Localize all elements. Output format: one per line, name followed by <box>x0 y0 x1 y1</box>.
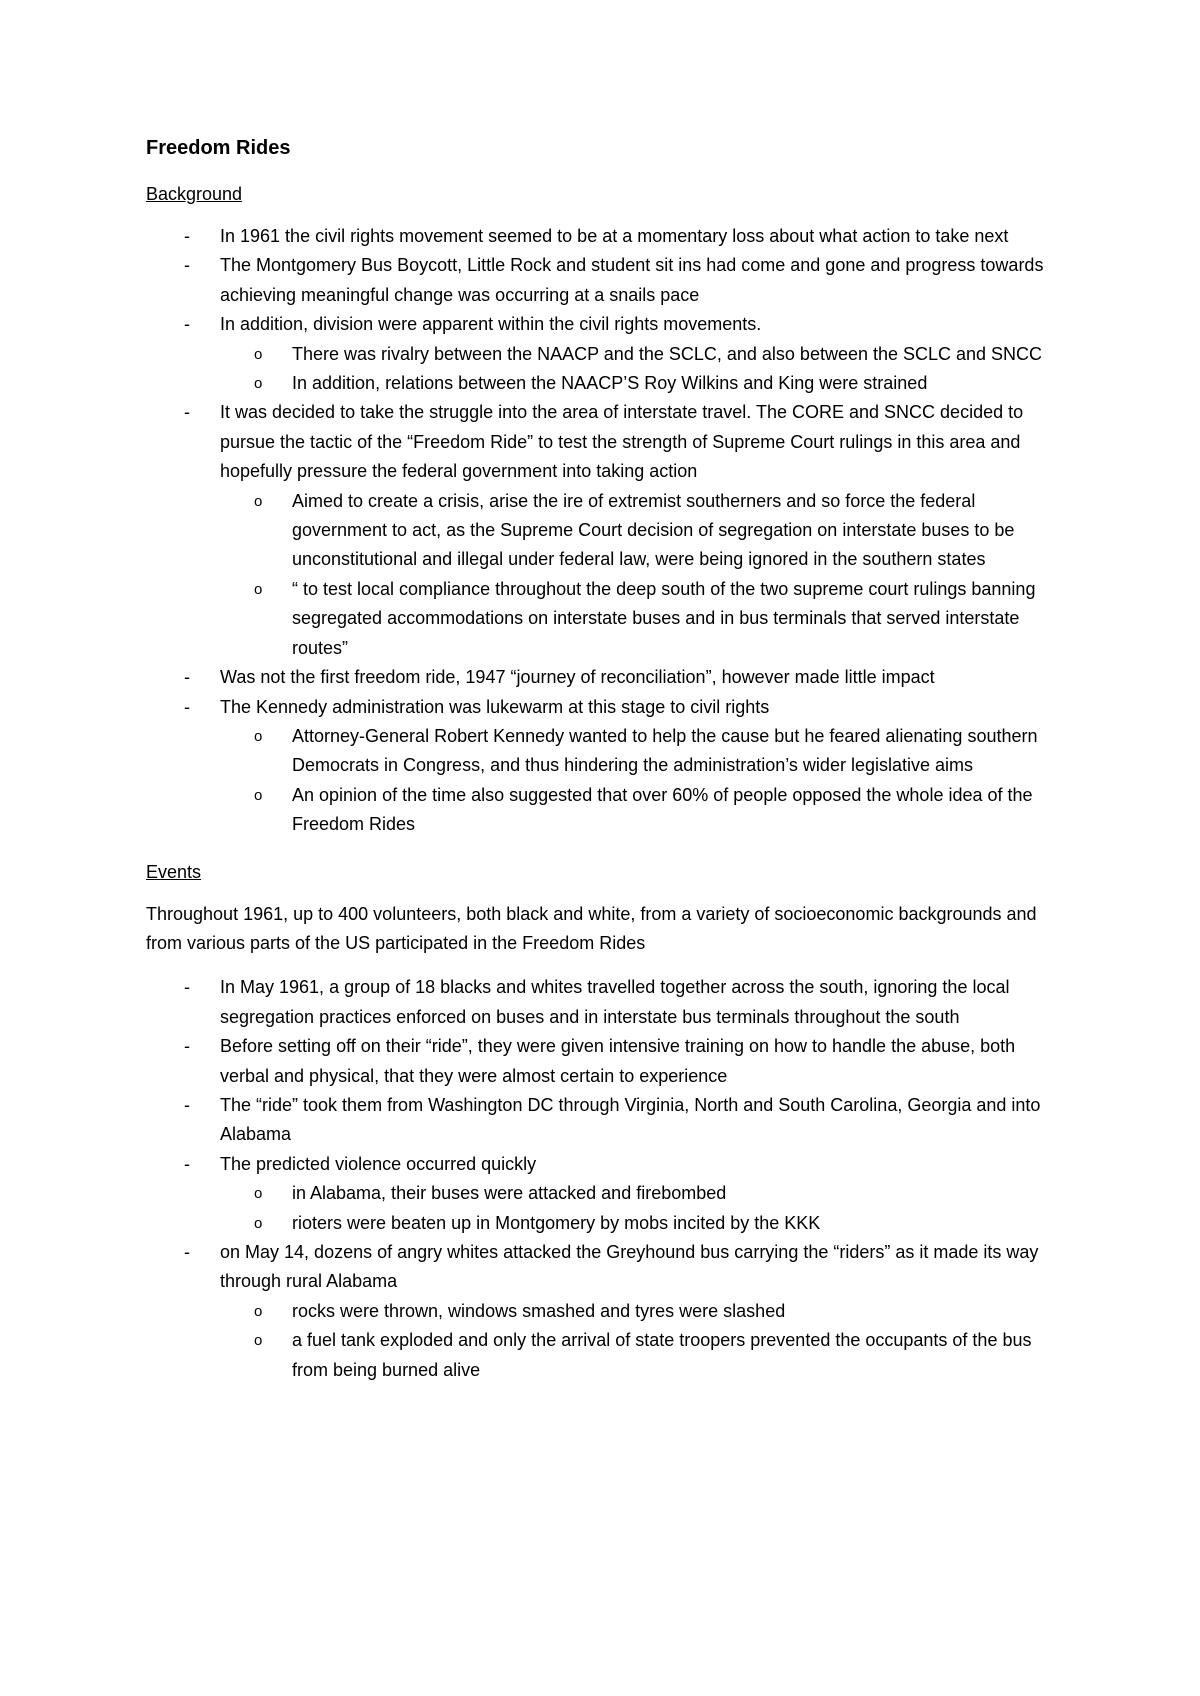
list-item-text: Before setting off on their “ride”, they were given intensive training on how to handle the abuse, both verbal and physical, that they were almost certain to experience <box>220 1036 1016 1086</box>
sub-list-item-text: An opinion of the time also suggested that over 60% of people opposed the whole idea of the Freedom Rides <box>292 784 1033 835</box>
sub-list <box>220 1179 1066 1238</box>
list-item-text: Was not the first freedom ride, 1947 “journey of reconciliation”, however made little impact <box>220 667 935 688</box>
list-item <box>146 1032 1066 1091</box>
list-item <box>146 973 1066 1032</box>
dash-bullet: - <box>184 696 190 717</box>
sub-list <box>220 487 1066 663</box>
circle-bullet: o <box>254 580 263 598</box>
sub-list-item-text: Attorney-General Robert Kennedy wanted to help the cause but he feared alienating southern Democrats in Congress, and thus hindering the administration’s wider legislative aims <box>292 725 1038 776</box>
circle-bullet: o <box>254 727 263 745</box>
sub-list-item <box>220 487 1066 575</box>
events-heading: Events <box>146 861 202 882</box>
dash-bullet: - <box>184 977 190 998</box>
circle-bullet: o <box>254 786 263 804</box>
sub-list-item <box>220 575 1066 663</box>
list-item-text: In May 1961, a group of 18 blacks and whites travelled together across the south, ignoring the local segregation practices enforced on buses and in interstate bus terminals throughout the south <box>220 977 1010 1027</box>
sub-list-item-text: a fuel tank exploded and only the arrival of state troopers prevented the occupants of the bus from being burned alive <box>292 1330 1032 1380</box>
list-item-text: The predicted violence occurred quickly <box>220 1153 537 1174</box>
background-heading: Background <box>146 184 243 204</box>
dash-bullet: - <box>184 314 190 335</box>
circle-bullet: o <box>254 492 263 510</box>
list-item-text: The Montgomery Bus Boycott, Little Rock and student sit ins had come and gone and progress towards achieving meaningful change was occurring at a snails pace <box>220 255 1044 305</box>
dash-bullet: - <box>184 402 190 423</box>
list-item <box>146 1150 1066 1238</box>
sub-list-item-text: There was rivalry between the NAACP and the SCLC, and also between the SCLC and SNCC <box>292 343 1043 364</box>
circle-bullet: o <box>254 1185 263 1203</box>
list-item-text: on May 14, dozens of angry whites attacked the Greyhound bus carrying the “riders” as it made its way through rural Alabama <box>220 1242 1039 1292</box>
list-item <box>146 1238 1066 1385</box>
circle-bullet: o <box>254 1302 263 1320</box>
dash-bullet: - <box>184 1036 190 1057</box>
events-intro: Throughout 1961, up to 400 volunteers, both black and white, from a variety of socioeconomic backgrounds and from various parts of the US participated in the Freedom Rides <box>146 903 1037 953</box>
sub-list-item-text: rioters were beaten up in Montgomery by mobs incited by the KKK <box>292 1212 821 1233</box>
document-title: Freedom Rides <box>146 137 291 159</box>
document-page <box>146 134 1066 1403</box>
sub-list-item-text: in Alabama, their buses were attacked and firebombed <box>292 1183 727 1204</box>
background-list <box>146 222 1066 840</box>
circle-bullet: o <box>254 1214 263 1232</box>
circle-bullet: o <box>254 375 263 393</box>
sub-list-item-text: In addition, relations between the NAACP’S Roy Wilkins and King were strained <box>292 373 928 394</box>
dash-bullet: - <box>184 226 190 246</box>
sub-list-item-text: Aimed to create a crisis, arise the ire of extremist southerners and so force the federal government to act, as the Supreme Court decision of segregation on interstate buses to be unconstitutional and illegal under federal law, were being ignored in the southern states <box>292 490 1015 570</box>
sub-list <box>220 722 1066 840</box>
list-item <box>146 251 1066 310</box>
events-list <box>146 973 1066 1385</box>
list-item-text: In addition, division were apparent within the civil rights movements. <box>220 314 762 335</box>
circle-bullet: o <box>254 1332 263 1350</box>
sub-list-item-text: rocks were thrown, windows smashed and tyres were slashed <box>292 1300 786 1321</box>
list-item <box>146 1091 1066 1150</box>
list-item <box>146 310 1066 398</box>
sub-list-item-text: “ to test local compliance throughout the deep south of the two supreme court rulings banning segregated accommodations on interstate buses and in bus terminals that served interstate routes” <box>292 578 1036 658</box>
list-item <box>146 222 1066 251</box>
list-item <box>146 693 1066 840</box>
sub-list-item <box>220 1297 1066 1326</box>
dash-bullet: - <box>184 1153 190 1174</box>
dash-bullet: - <box>184 255 190 276</box>
sub-list-item <box>220 781 1066 840</box>
list-item-text: The Kennedy administration was lukewarm at this stage to civil rights <box>220 696 770 717</box>
dash-bullet: - <box>184 1242 190 1262</box>
sub-list-item <box>220 1209 1066 1238</box>
sub-list-item <box>220 722 1066 781</box>
sub-list <box>220 340 1066 399</box>
circle-bullet: o <box>254 345 263 363</box>
sub-list-item <box>220 1179 1066 1208</box>
list-item-text: In 1961 the civil rights movement seemed to be at a momentary loss about what action to take next <box>220 226 1009 246</box>
list-item <box>146 663 1066 692</box>
sub-list-item <box>220 340 1066 369</box>
list-item <box>146 398 1066 663</box>
sub-list-item <box>220 369 1066 398</box>
dash-bullet: - <box>184 1094 190 1115</box>
sub-list <box>220 1297 1066 1385</box>
dash-bullet: - <box>184 667 190 688</box>
list-item-text: It was decided to take the struggle into the area of interstate travel. The CORE and SNCC decided to pursue the tactic of the “Freedom Ride” to test the strength of Supreme Court rulings in this area and hopefully pressure the federal government into taking action <box>220 402 1024 482</box>
list-item-text: The “ride” took them from Washington DC through Virginia, North and South Carolina, Georgia and into Alabama <box>220 1094 1041 1145</box>
sub-list-item <box>220 1326 1066 1385</box>
